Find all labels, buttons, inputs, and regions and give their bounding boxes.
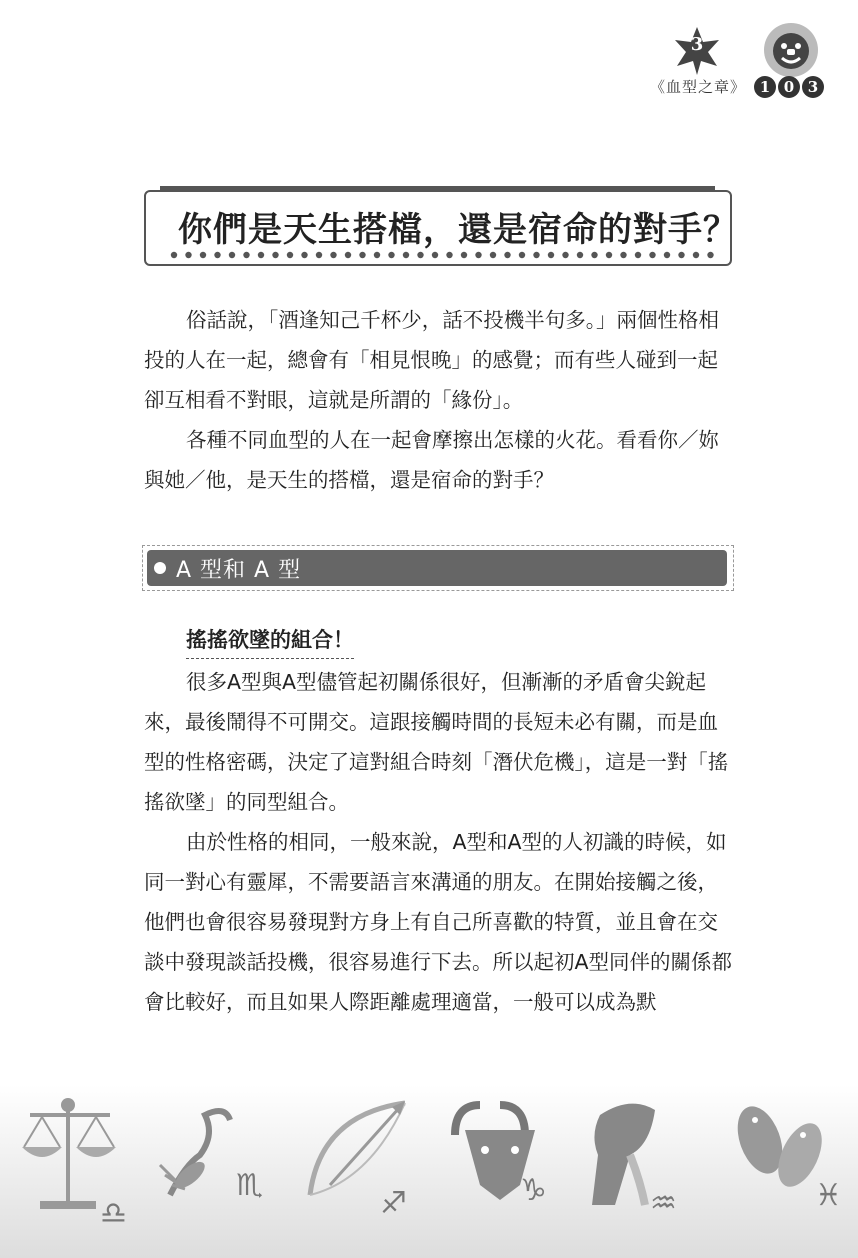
intro-paragraph-1: 俗話說，「酒逢知己千杯少，話不投機半句多。」兩個性格相投的人在一起，總會有「相見恨晚」的感覺；而有些人碰到一起卻互相看不對眼，這就是所謂的「緣份」。 xyxy=(144,308,719,412)
divider-dot xyxy=(461,252,467,258)
divider-dot xyxy=(316,252,322,258)
page-digit: 1 xyxy=(754,76,776,98)
aquarius-symbol: ♒ xyxy=(650,1186,677,1221)
divider-dot xyxy=(272,252,278,258)
bullet-icon xyxy=(154,562,166,574)
section-paragraph-1: 很多A型與A型儘管起初關係很好，但漸漸的矛盾會尖銳起來，最後鬧得不可開交。這跟接觸時間的長短未必有關，而是血型的性格密碼，決定了這對組合時刻「潛伏危機」，這是一對「搖搖欲墜」的同型組合。 xyxy=(144,670,729,814)
scorpio-symbol: ♏ xyxy=(236,1168,263,1203)
divider-dot xyxy=(287,252,293,258)
zodiac-footer xyxy=(0,1085,858,1258)
divider-dot xyxy=(171,252,177,258)
divider-dot xyxy=(678,252,684,258)
capricorn-symbol: ♑ xyxy=(520,1173,547,1208)
divider-dot xyxy=(606,252,612,258)
divider-dot xyxy=(635,252,641,258)
chapter-number: 3 xyxy=(690,34,704,55)
divider-dot xyxy=(519,252,525,258)
divider-dot xyxy=(374,252,380,258)
divider-dot xyxy=(504,252,510,258)
section-paragraph-2: 由於性格的相同，一般來說，A型和A型的人初識的時候，如同一對心有靈犀，不需要語言來溝通的朋友。在開始接觸之後，他們也會很容易發現對方身上有自己所喜歡的特質，並且會在交談中發現談話投機，很容易進行下去。所以起初A型同伴的關係都會比較好，而且如果人際距離處理適當，一般可以成為默 xyxy=(144,830,733,1014)
sagittarius-symbol: ♐ xyxy=(380,1186,407,1221)
divider-dot xyxy=(548,252,554,258)
divider-dot xyxy=(229,252,235,258)
divider-dot xyxy=(620,252,626,258)
divider-dot xyxy=(707,252,713,258)
page-number xyxy=(754,76,824,98)
divider-dot xyxy=(432,252,438,258)
divider-dot xyxy=(533,252,539,258)
title-dot-divider xyxy=(168,249,728,261)
section-title: A 型和 A 型 xyxy=(176,558,302,583)
divider-dot xyxy=(258,252,264,258)
divider-dot xyxy=(475,252,481,258)
divider-dot xyxy=(403,252,409,258)
page-digit: 3 xyxy=(802,76,824,98)
divider-dot xyxy=(490,252,496,258)
divider-dot xyxy=(562,252,568,258)
lion-icon xyxy=(762,22,820,78)
divider-dot xyxy=(417,252,423,258)
divider-dot xyxy=(577,252,583,258)
divider-dot xyxy=(345,252,351,258)
divider-dot xyxy=(214,252,220,258)
divider-dot xyxy=(664,252,670,258)
divider-dot xyxy=(649,252,655,258)
divider-dot xyxy=(243,252,249,258)
divider-dot xyxy=(693,252,699,258)
divider-dot xyxy=(330,252,336,258)
libra-symbol: ♎ xyxy=(100,1196,127,1231)
pisces-symbol: ♓ xyxy=(815,1178,842,1213)
intro-paragraph-2: 各種不同血型的人在一起會摩擦出怎樣的火花。看看你／妳與她／他，是天生的搭檔，還是宿命的對手？ xyxy=(144,428,719,492)
divider-dot xyxy=(591,252,597,258)
divider-dot xyxy=(388,252,394,258)
page-digit: 0 xyxy=(778,76,800,98)
divider-dot xyxy=(359,252,365,258)
chapter-title: 《血型之章》 xyxy=(650,78,747,96)
divider-dot xyxy=(185,252,191,258)
page-title: 你們是天生搭檔，還是宿命的對手？ xyxy=(178,210,738,250)
divider-dot xyxy=(200,252,206,258)
divider-dot xyxy=(301,252,307,258)
divider-dot xyxy=(446,252,452,258)
subheading: 搖搖欲墜的組合！ xyxy=(186,624,354,659)
